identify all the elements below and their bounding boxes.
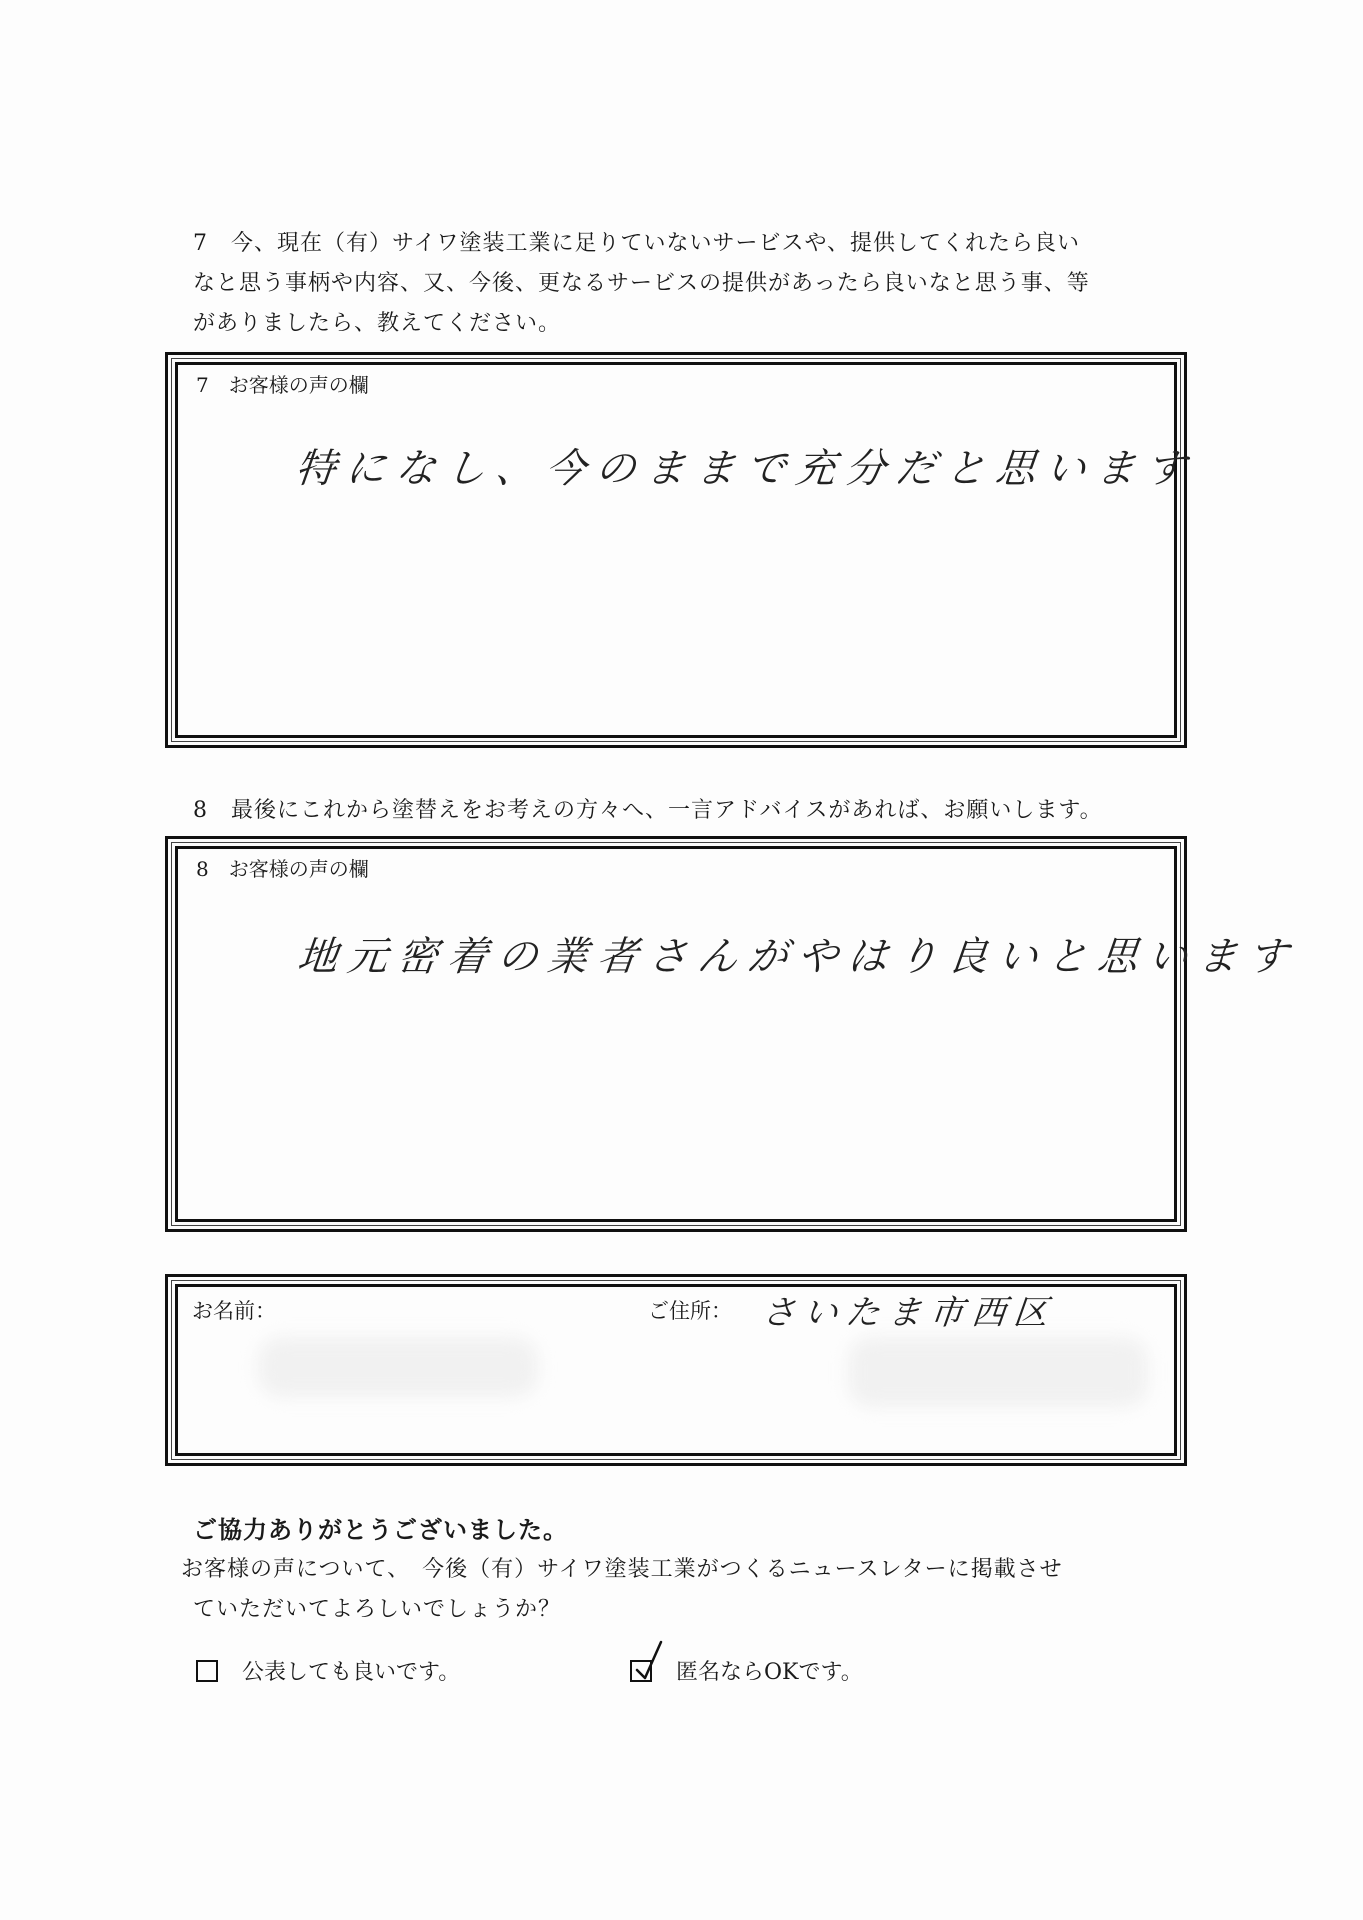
- checkmark-icon: [634, 1640, 664, 1686]
- consent-question-line-1: お客様の声について、 今後（有）サイワ塗装工業がつくるニュースレターに掲載させ: [181, 1557, 1063, 1582]
- answer-8-handwriting: 地元密着の業者さんがやはり良いと思います: [295, 934, 1301, 980]
- info-box: [165, 1274, 1187, 1466]
- address-handwriting: さいたま市西区: [759, 1293, 1058, 1333]
- answer-box-7-label: 7 お客様の声の欄: [196, 373, 369, 397]
- question-8: [193, 791, 1103, 831]
- option-anonymous-checkbox[interactable]: [630, 1660, 652, 1682]
- option-public-checkbox[interactable]: [196, 1660, 218, 1682]
- name-redacted: [258, 1337, 538, 1397]
- option-anonymous[interactable]: [630, 1655, 863, 1686]
- consent-question-line-2: ていただいてよろしいでしょうか？: [193, 1597, 562, 1622]
- option-anonymous-label: 匿名ならOKです。: [676, 1660, 863, 1685]
- question-7: [193, 224, 1090, 344]
- option-public[interactable]: [196, 1655, 460, 1686]
- name-label: お名前：: [192, 1299, 276, 1323]
- question-8-text: 8 最後にこれから塗替えをお考えの方々へ、一言アドバイスがあれば、お願いします。: [193, 798, 1103, 823]
- address-redacted: [848, 1337, 1148, 1407]
- answer-box-7: [165, 352, 1199, 748]
- question-7-line-1: 7 今、現在（有）サイワ塗装工業に足りていないサービスや、提供してくれたら良い: [193, 231, 1081, 256]
- question-7-line-3: がありましたら、教えてください。: [193, 311, 562, 336]
- option-public-label: 公表しても良いです。: [242, 1660, 461, 1685]
- answer-7-handwriting: 特になし、今のままで充分だと思います: [293, 446, 1199, 492]
- question-7-line-2: なと思う事柄や内容、又、今後、更なるサービスの提供があったら良いなと思う事、等: [193, 271, 1090, 296]
- thanks-heading: ご協力ありがとうございました。: [193, 1515, 568, 1544]
- thanks-section: [181, 1510, 1063, 1630]
- address-label: ご住所：: [648, 1299, 732, 1323]
- answer-box-8: [165, 836, 1301, 1232]
- answer-box-8-label: 8 お客様の声の欄: [196, 857, 369, 881]
